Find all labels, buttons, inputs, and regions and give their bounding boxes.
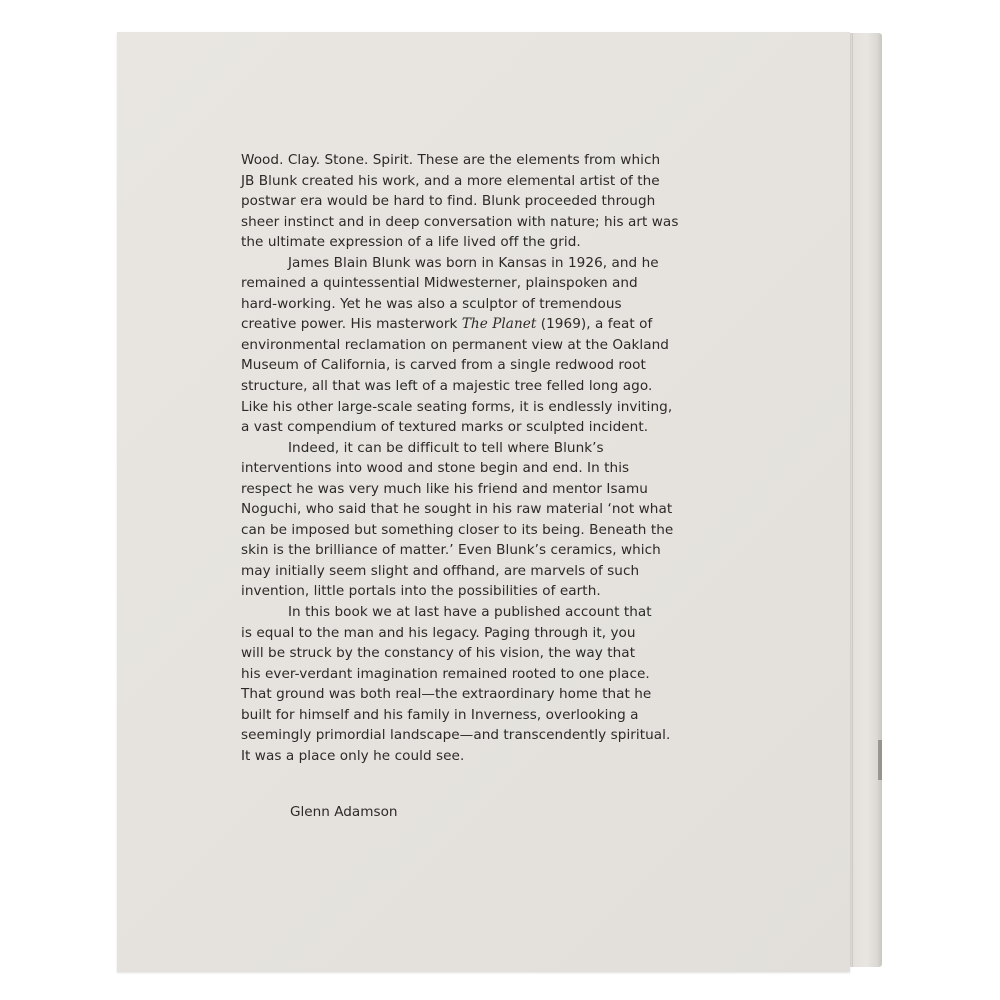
blurb-line: JB Blunk created his work, and a more elemental artist of the (241, 172, 660, 189)
blurb-line: That ground was both real—the extraordinary home that he (241, 686, 652, 703)
artwork-title: The Planet (461, 316, 537, 333)
blurb-line-with-title (241, 314, 741, 335)
blurb-line: seemingly primordial landscape—and transcendently spiritual. (241, 727, 671, 744)
blurb-line: skin is the brilliance of matter.’ Even Blunk’s ceramics, which (241, 542, 661, 559)
author-signature: Glenn Adamson (290, 804, 398, 820)
spine-shadow-mark (878, 740, 882, 780)
blurb-line: Indeed, it can be difficult to tell where Blunk’s (288, 439, 604, 456)
blurb-line: a vast compendium of textured marks or sculpted incident. (241, 419, 649, 436)
blurb-line: remained a quintessential Midwesterner, plainspoken and (241, 275, 638, 292)
blurb-line: built for himself and his family in Inverness, overlooking a (241, 706, 639, 723)
blurb-line: postwar era would be hard to find. Blunk proceeded through (241, 193, 656, 210)
blurb-line: invention, little portals into the possibilities of earth. (241, 583, 601, 600)
blurb-line: can be imposed but something closer to its being. Beneath the (241, 521, 674, 538)
blurb-line: structure, all that was left of a majestic tree felled long ago. (241, 378, 653, 395)
spine-hinge (852, 33, 853, 967)
blurb-line-end: (1969), a feat of (536, 316, 653, 333)
blurb-line: respect he was very much like his friend and mentor Isamu (241, 480, 648, 497)
blurb-line: may initially seem slight and offhand, are marvels of such (241, 562, 640, 579)
blurb-line: In this book we at last have a published account that (288, 604, 652, 621)
blurb-line: Like his other large-scale seating forms, it is endlessly inviting, (241, 398, 673, 415)
blurb-line: Museum of California, is carved from a single redwood root (241, 357, 646, 374)
blurb-line-start: creative power. His masterwork (241, 316, 462, 333)
blurb-line: his ever-verdant imagination remained rooted to one place. (241, 665, 650, 682)
blurb-line: interventions into wood and stone begin and end. In this (241, 460, 630, 477)
blurb-line: James Blain Blunk was born in Kansas in 1926, and he (288, 254, 659, 271)
blurb-line: is equal to the man and his legacy. Paging through it, you (241, 624, 636, 641)
book-spine (848, 33, 882, 967)
blurb-line: hard-working. Yet he was also a sculptor of tremendous (241, 295, 622, 312)
blurb-line: It was a place only he could see. (241, 747, 465, 764)
blurb-line: sheer instinct and in deep conversation with nature; his art was (241, 213, 679, 230)
blurb-text (241, 150, 741, 766)
blurb-line: environmental reclamation on permanent view at the Oakland (241, 336, 669, 353)
blurb-line: will be struck by the constancy of his vision, the way that (241, 645, 636, 662)
blurb-line: Wood. Clay. Stone. Spirit. These are the elements from which (241, 152, 661, 168)
blurb-line: Noguchi, who said that he sought in his raw material ‘not what (241, 501, 673, 518)
blurb-line: the ultimate expression of a life lived off the grid. (241, 234, 581, 251)
